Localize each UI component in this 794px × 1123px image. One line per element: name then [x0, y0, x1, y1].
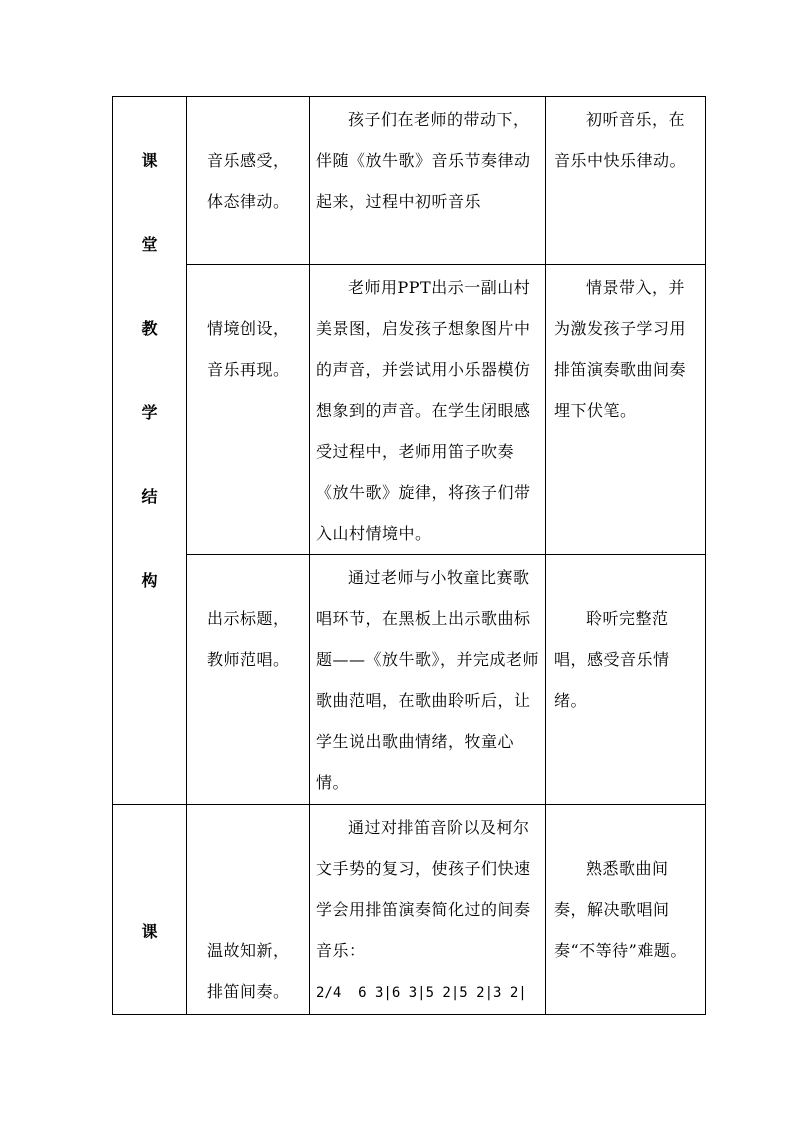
teaching-goal-cell	[546, 805, 706, 1015]
teaching-link-cell	[187, 97, 310, 265]
teaching-link-line: 温故知新，	[207, 941, 290, 960]
teaching-goal-text: 情景带入，并为激发孩子学习用排笛演奏歌曲间奏埋下伏笔。	[554, 278, 687, 420]
teaching-link-line: 音乐感受，	[207, 151, 290, 170]
table-row	[113, 265, 706, 555]
teaching-link-cell	[187, 805, 310, 1015]
teaching-link-line: 体态律动。	[207, 192, 290, 211]
section-label-cell	[113, 97, 187, 805]
section-label-char: 课	[141, 922, 158, 941]
table-row	[113, 805, 706, 1015]
teaching-link-line: 情境创设，	[207, 319, 290, 338]
teaching-goal-cell	[546, 555, 706, 805]
teaching-goal-text: 熟悉歌曲间奏，解决歌唱间奏“不等待”难题。	[554, 859, 687, 960]
lesson-structure-table	[112, 96, 706, 1015]
teaching-activity-text: 老师用PPT出示一副山村美景图，启发孩子想象图片中的声音，并尝试用小乐器模仿想象到的声音。在学生闭眼感受过程中，老师用笛子吹奏《放牛歌》旋律，将孩子们带入山村情境中。	[316, 278, 531, 543]
teaching-link-line: 教师范唱。	[207, 650, 290, 669]
teaching-link-cell	[187, 265, 310, 555]
teaching-activity-text: 孩子们在老师的带动下，伴随《放牛歌》音乐节奏律动起来，过程中初听音乐	[316, 110, 531, 211]
section-label-char: 学	[141, 403, 158, 422]
section-label-char: 教	[141, 319, 158, 338]
table-row	[113, 97, 706, 265]
section-label-char: 构	[141, 571, 158, 590]
teaching-activity-cell	[310, 555, 546, 805]
teaching-goal-text: 初听音乐，在音乐中快乐律动。	[554, 110, 687, 170]
teaching-activity-text: 通过对排笛音阶以及柯尔文手势的复习，使孩子们快速学会用排笛演奏简化过的间奏音乐：	[316, 818, 531, 960]
teaching-goal-cell	[546, 265, 706, 555]
teaching-link-cell	[187, 555, 310, 805]
teaching-link-line: 排笛间奏。	[207, 982, 290, 1001]
teaching-goal-text: 聆听完整范唱，感受音乐情绪。	[554, 609, 670, 710]
teaching-activity-text: 通过老师与小牧童比赛歌唱环节，在黑板上出示歌曲标题——《放牛歌》，并完成老师歌曲范唱，在歌曲聆听后，让学生说出歌曲情绪，牧童心情。	[316, 568, 540, 792]
teaching-activity-cell	[310, 265, 546, 555]
rhythm-score: 2/4 6 3|6 3|5 2|5 2|3 2|	[316, 985, 527, 1001]
section-label-char: 课	[141, 151, 158, 170]
teaching-activity-cell	[310, 805, 546, 1015]
teaching-activity-cell	[310, 97, 546, 265]
teaching-link-line: 出示标题，	[207, 609, 290, 628]
section-label-cell	[113, 805, 187, 1015]
teaching-goal-cell	[546, 97, 706, 265]
section-label-char: 结	[141, 487, 158, 506]
table-row	[113, 555, 706, 805]
section-label-char: 堂	[141, 235, 158, 254]
teaching-link-line: 音乐再现。	[207, 360, 290, 379]
